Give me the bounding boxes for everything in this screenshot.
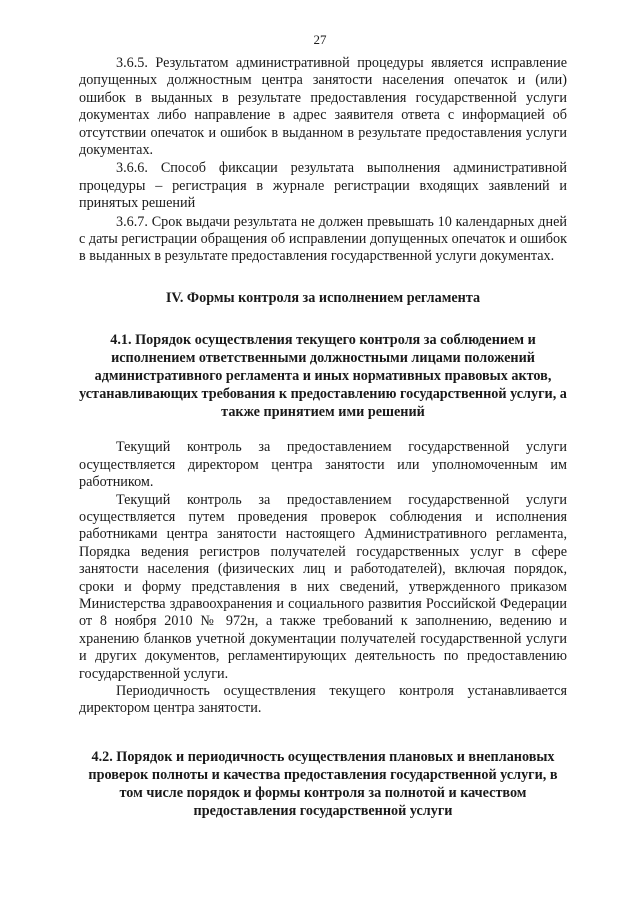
subsection-4-2-heading: 4.2. Порядок и периодичность осуществления плановых и внеплановых проверок полноты и качества предоставления государственной услуги, в том числе порядок и формы контроля за полнотой и качеством предоставления государственной услуги xyxy=(88,748,558,819)
page-number: 27 xyxy=(313,32,327,47)
subsection-4-1-body xyxy=(79,439,567,718)
paragraph-4-1-3: Периодичность осуществления текущего контроля устанавливается директором центра занятости. xyxy=(79,682,567,717)
paragraph-4-1-2: Текущий контроль за предоставлением государственной услуги осуществляется путем проведения проверок соблюдения и исполнения работниками центра занятости настоящего Административного регламента, Порядка ведения регистров получателей государственных услуг в сфере занятости населения (физических лиц и работодателей), включая порядок, сроки и форму представления в них сведений, утвержденного приказом Министерства здравоохранения и социального развития Российской Федерации от 8 ноября 2010 № 972н, а также требований к заполнению, ведению и хранению бланков учетной документации получателей государственной услуги и других документов, регламентирующих деятельность по предоставлению государственной услуги. xyxy=(79,491,567,682)
subsection-4-1-heading: 4.1. Порядок осуществления текущего контроля за соблюдением и исполнением ответственными должностными лицами положений административного регламента и иных нормативных правовых актов, устанавливающих требования к предоставлению государственной услуги, а также принятием ими решений xyxy=(79,332,567,421)
paragraph-3-6-5: 3.6.5. Результатом административной процедуры является исправление допущенных должностным центра занятости населения опечаток и (или) ошибок в выданных в результате предоставления государственной услуги документах либо направление в адрес заявителя ответа с информацией об отсутствии опечаток и ошибок в выданном в результате предоставления услуги документах. xyxy=(79,55,567,159)
section-4-heading: IV. Формы контроля за исполнением регламента xyxy=(165,289,481,306)
paragraph-3-6-7: 3.6.7. Срок выдачи результата не должен превышать 10 календарных дней с даты регистрации обращения об исправлении допущенных опечаток и ошибок в выданных в результате предоставления государственной услуги документах. xyxy=(79,213,567,265)
document-body xyxy=(79,55,567,820)
paragraph-4-1-1: Текущий контроль за предоставлением государственной услуги осуществляется директором центра занятости или уполномоченным им работником. xyxy=(79,439,567,491)
paragraph-3-6-6: 3.6.6. Способ фиксации результата выполнения административной процедуры – регистрация в журнале регистрации входящих заявлений и принятых решений xyxy=(79,160,567,212)
